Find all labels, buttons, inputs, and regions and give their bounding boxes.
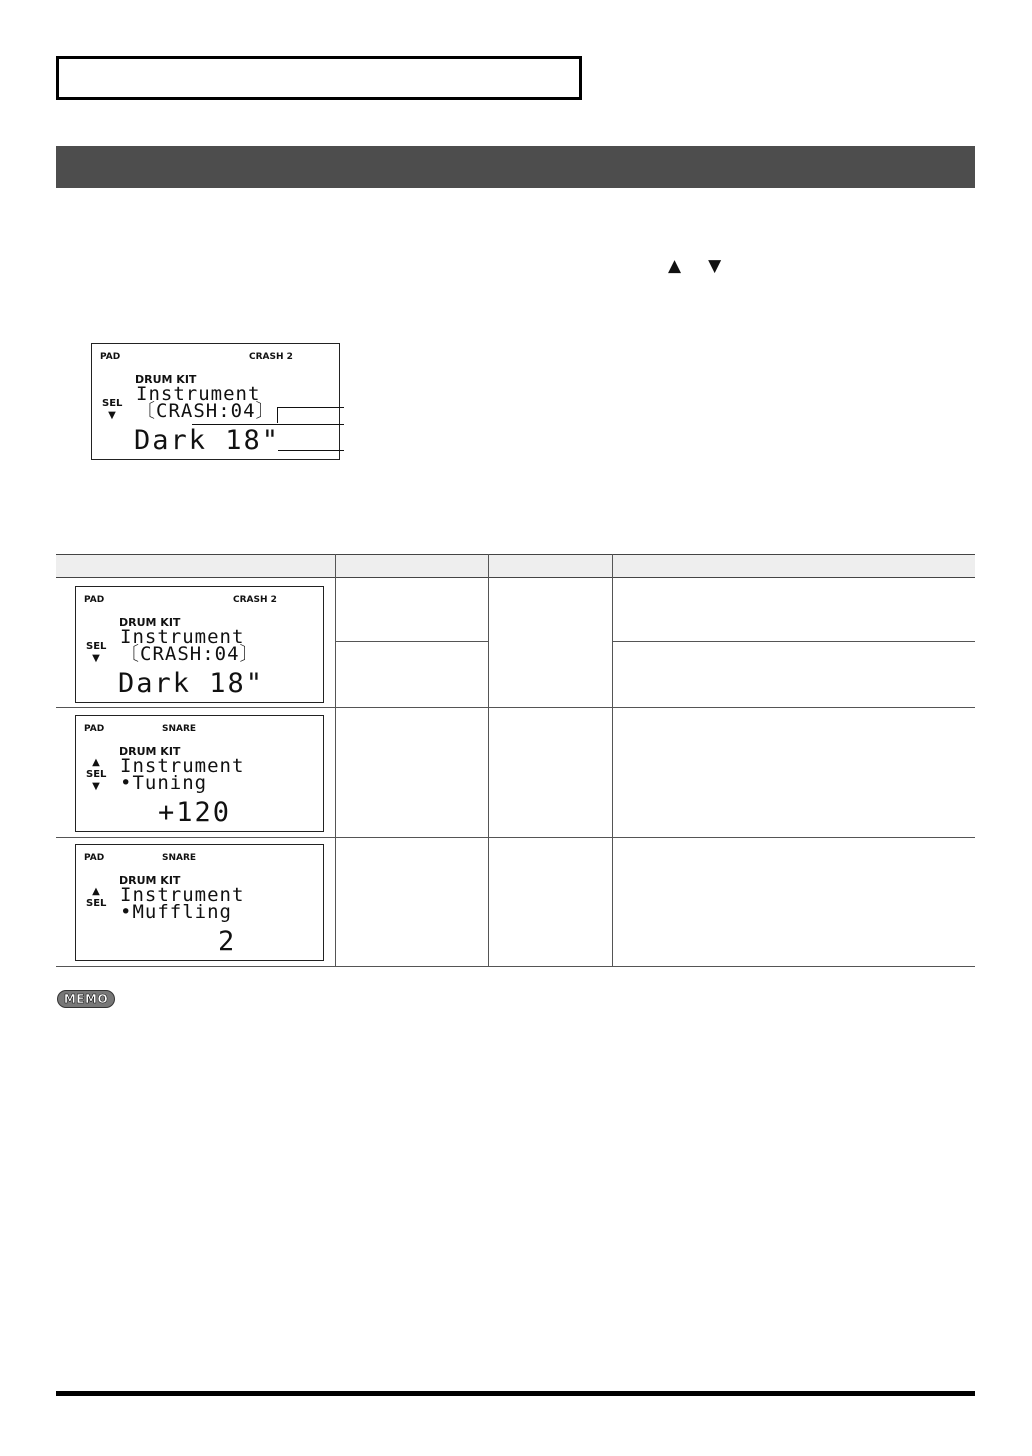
callout-leader-2 [192,424,344,425]
chevron-down-icon: ▼ [108,410,116,421]
row-divider-2 [56,837,975,838]
column-divider-3 [612,554,613,967]
table-row-lcd [75,844,324,961]
page-header-frame [56,56,582,100]
sel-label: SEL [86,898,107,909]
sel-label: SEL [86,769,107,780]
table-bottom-rule [56,966,975,967]
lcd-instrument-label: CRASH 2 [249,352,293,362]
callout-leader-1 [278,407,344,408]
callout-leader-1-drop [277,407,278,423]
lcd-line-1: Instrument [136,383,261,405]
lcd-sel-indicator [86,886,106,910]
cursor-arrows [668,256,721,276]
lcd-pad-label: PAD [100,352,121,362]
lcd-line-2: 〔CRASH:04〕 [136,400,276,422]
lcd-kit-label: DRUM KIT [119,745,181,758]
table-row-lcd [75,586,324,703]
footer-rule [56,1391,975,1396]
lcd-pad-label: PAD [84,595,105,605]
column-divider-1 [335,554,336,967]
lcd-line-2: •Muffling [120,901,232,923]
up-arrow-icon: ▲ [668,256,682,276]
down-arrow-icon: ▼ [708,256,722,276]
section-title-bar [56,146,975,188]
sel-label: SEL [86,641,107,652]
memo-label: MEMO [63,992,109,1006]
chevron-down-icon: ▼ [92,653,100,664]
lcd-kit-label: DRUM KIT [135,373,197,386]
lcd-sel-indicator [86,757,106,793]
lcd-sel-indicator [86,641,106,665]
row-divider-sub-desc [612,641,975,642]
lcd-value: +120 [158,797,232,828]
row-divider-sub [335,641,488,642]
lcd-line-1: Instrument [120,755,245,777]
lcd-line-1: Instrument [120,884,245,906]
lcd-instrument-label: CRASH 2 [233,595,277,605]
chevron-down-icon: ▼ [92,781,100,792]
lcd-value: Dark 18" [118,668,265,699]
lcd-line-1: Instrument [120,626,245,648]
parameter-table [56,554,975,967]
table-header-row [56,554,975,578]
callout-leader-3 [278,450,344,451]
lcd-line-2: •Tuning [120,772,208,794]
lcd-pad-label: PAD [84,853,105,863]
lcd-pad-label: PAD [84,724,105,734]
lcd-value: Dark 18" [134,425,281,456]
chevron-up-icon: ▲ [92,757,100,768]
row-divider-1 [56,707,975,708]
lcd-kit-label: DRUM KIT [119,874,181,887]
lcd-line-2: 〔CRASH:04〕 [120,643,260,665]
lcd-value: 2 [218,926,237,957]
lcd-instrument-label: SNARE [162,724,197,734]
sel-label: SEL [102,398,123,409]
lcd-instrument-label: SNARE [162,853,197,863]
column-divider-2 [488,554,489,967]
memo-badge [57,990,115,1008]
lcd-kit-label: DRUM KIT [119,616,181,629]
chevron-up-icon: ▲ [92,886,100,897]
lcd-display-main [91,343,340,460]
lcd-sel-indicator [102,398,122,422]
table-row-lcd [75,715,324,832]
